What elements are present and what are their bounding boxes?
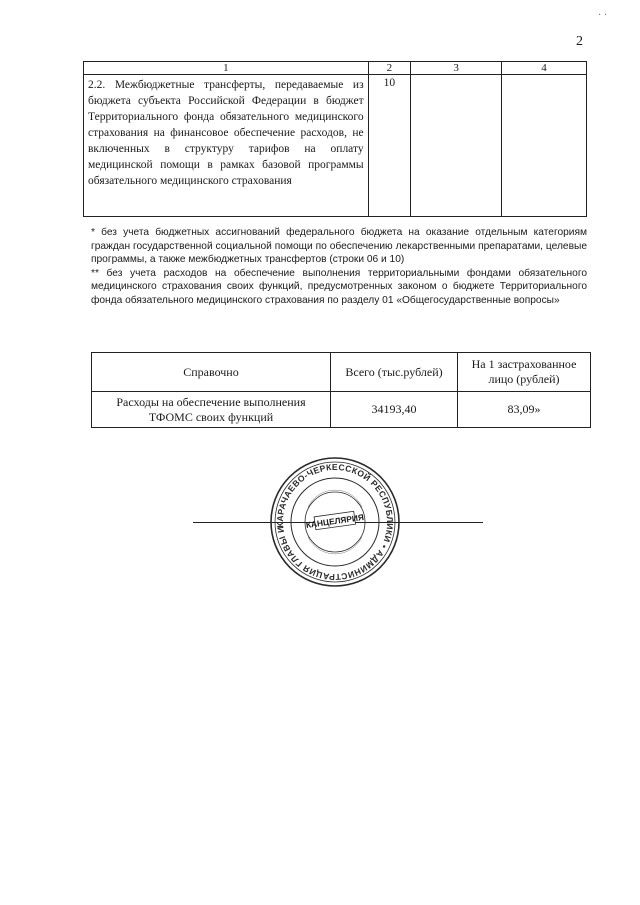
main-table-header-1: 1 [84, 62, 369, 75]
stamp-outer-text: КАРАЧАЕВО-ЧЕРКЕССКОЙ РЕСПУБЛИКИ • АДМИНИСТРАЦИЯ ГЛАВЫ И [274, 461, 396, 583]
reference-row-total: 34193,40 [331, 392, 458, 428]
official-stamp [268, 455, 402, 589]
footnote-1: * без учета бюджетных ассигнований федерального бюджета на оказание отдельным категориям граждан государственной социальной помощи по обеспечению лекарственными препаратами, целевые программы, а также межбюджетных трансфертов (строки 06 и 10) [91, 227, 587, 266]
footnote-2: ** без учета расходов на обеспечение выполнения территориальными фондами обязательного медицинского страхования своих функций, предусмотренных законом о бюджете Территориального фонда обязательного медицинского страхования по разделу 01 «Общегосударственные вопросы» [91, 267, 587, 306]
row-description: 2.2. Межбюджетные трансферты, передаваемые из бюджета субъекта Российской Федерации в бюджет Территориального фонда обязательного медицинского страхования на финансовое обеспечение расходов, не включенных в структуру тарифов на оплату медицинской помощи в рамках базовой программы обязательного медицинского страхования [84, 75, 369, 217]
reference-header-label: Справочно [92, 353, 331, 392]
reference-header-per-person: На 1 застрахованное лицо (рублей) [458, 353, 591, 392]
main-table [83, 61, 587, 217]
table-row [84, 75, 587, 217]
main-table-header-3: 3 [411, 62, 502, 75]
row-code: 10 [368, 75, 411, 217]
main-table-header-4: 4 [501, 62, 586, 75]
row-col3-cell [411, 75, 502, 217]
footnotes [91, 226, 587, 308]
page-number: 2 [576, 34, 583, 49]
main-table-header-2: 2 [368, 62, 411, 75]
reference-row-label: Расходы на обеспечение выполнения ТФОМС своих функций [92, 392, 331, 428]
reference-table [91, 352, 591, 428]
main-table-header-row [84, 62, 587, 75]
reference-table-header-row [92, 353, 591, 392]
corner-marks: · · [598, 10, 608, 21]
reference-row-per-person: 83,09» [458, 392, 591, 428]
reference-header-total: Всего (тыс.рублей) [331, 353, 458, 392]
row-col4-cell [501, 75, 586, 217]
table-row [92, 392, 591, 428]
stamp-center-text: КАНЦЕЛЯРИЯ [305, 511, 365, 531]
